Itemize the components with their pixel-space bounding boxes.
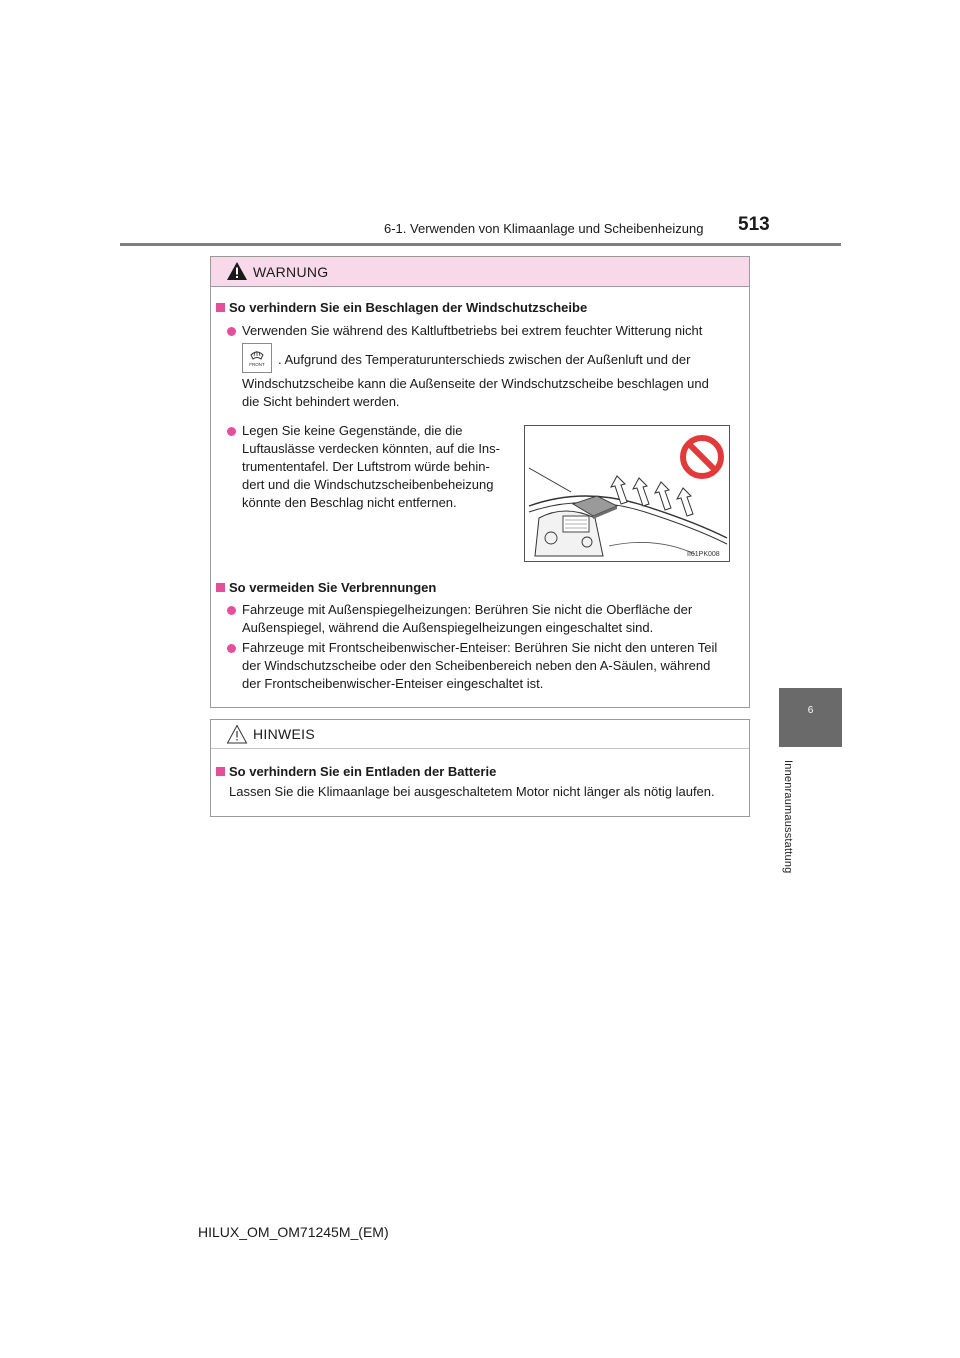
bullet-text: Fahrzeuge mit Frontscheibenwischer-Enteiser: Berühren Sie nicht den unteren Teil (242, 640, 718, 655)
chapter-label-container (782, 760, 812, 890)
bullet-text: die Sicht behindert werden. (242, 394, 400, 409)
chapter-number: 6 (807, 705, 814, 716)
hint-heading: So verhindern Sie ein Entladen der Batterie (229, 764, 497, 779)
bullet-marker (227, 606, 236, 615)
chapter-label: Innenraumausstattung (782, 760, 794, 874)
hint-text: Lassen Sie die Klimaanlage bei ausgeschaltetem Motor nicht länger als nötig laufen. (229, 784, 715, 799)
bullet-text: Windschutzscheibe kann die Außenseite der Windschutzscheibe beschlagen und (242, 376, 709, 391)
prohibition-icon (679, 434, 725, 480)
chapter-tab (779, 688, 842, 747)
bullet-marker (227, 427, 236, 436)
illustration-code: II61PK008 (687, 551, 720, 558)
section-marker (216, 303, 225, 312)
section-heading: So verhindern Sie ein Beschlagen der Windschutzscheibe (229, 300, 588, 315)
header-rule (120, 243, 841, 246)
bullet-text: . Aufgrund des Temperaturunterschieds zwischen der Außenluft und der (278, 352, 691, 367)
front-defroster-icon (242, 343, 272, 373)
section-title: 6-1. Verwenden von Klimaanlage und Scheibenheizung (384, 221, 704, 236)
caution-outline-icon (226, 724, 248, 744)
section-marker (216, 583, 225, 592)
dashboard-illustration (524, 425, 730, 562)
bullet-text: könnte den Beschlag nicht entfernen. (242, 495, 457, 510)
bullet-text: Fahrzeuge mit Außenspiegelheizungen: Berühren Sie nicht die Oberfläche der (242, 602, 693, 617)
bullet-marker (227, 644, 236, 653)
bullet-text: Luftauslässe verdecken könnten, auf die Ins- (242, 441, 500, 456)
section-marker (216, 767, 225, 776)
section-heading: So vermeiden Sie Verbrennungen (229, 580, 437, 595)
front-button-label: FRONT (249, 362, 265, 367)
footer-document-id: HILUX_OM_OM71245M_(EM) (198, 1224, 389, 1240)
bullet-text: trumententafel. Der Luftstrom würde behin- (242, 459, 490, 474)
warning-triangle-icon (226, 261, 248, 281)
bullet-text: Verwenden Sie während des Kaltluftbetriebs bei extrem feuchter Witterung nicht (242, 323, 703, 338)
bullet-text: dert und die Windschutzscheibenbeheizung (242, 477, 494, 492)
page-number: 513 (738, 214, 770, 235)
hint-title: HINWEIS (253, 726, 315, 742)
warning-title: WARNUNG (253, 264, 329, 280)
bullet-text: der Windschutzscheibe oder den Scheibenbereich neben den A-Säulen, während (242, 658, 711, 673)
bullet-marker (227, 327, 236, 336)
bullet-text: der Frontscheibenwischer-Enteiser eingeschaltet ist. (242, 676, 544, 691)
bullet-text: Außenspiegel, während die Außenspiegelheizungen eingeschaltet sind. (242, 620, 654, 635)
bullet-text: Legen Sie keine Gegenstände, die die (242, 423, 463, 438)
